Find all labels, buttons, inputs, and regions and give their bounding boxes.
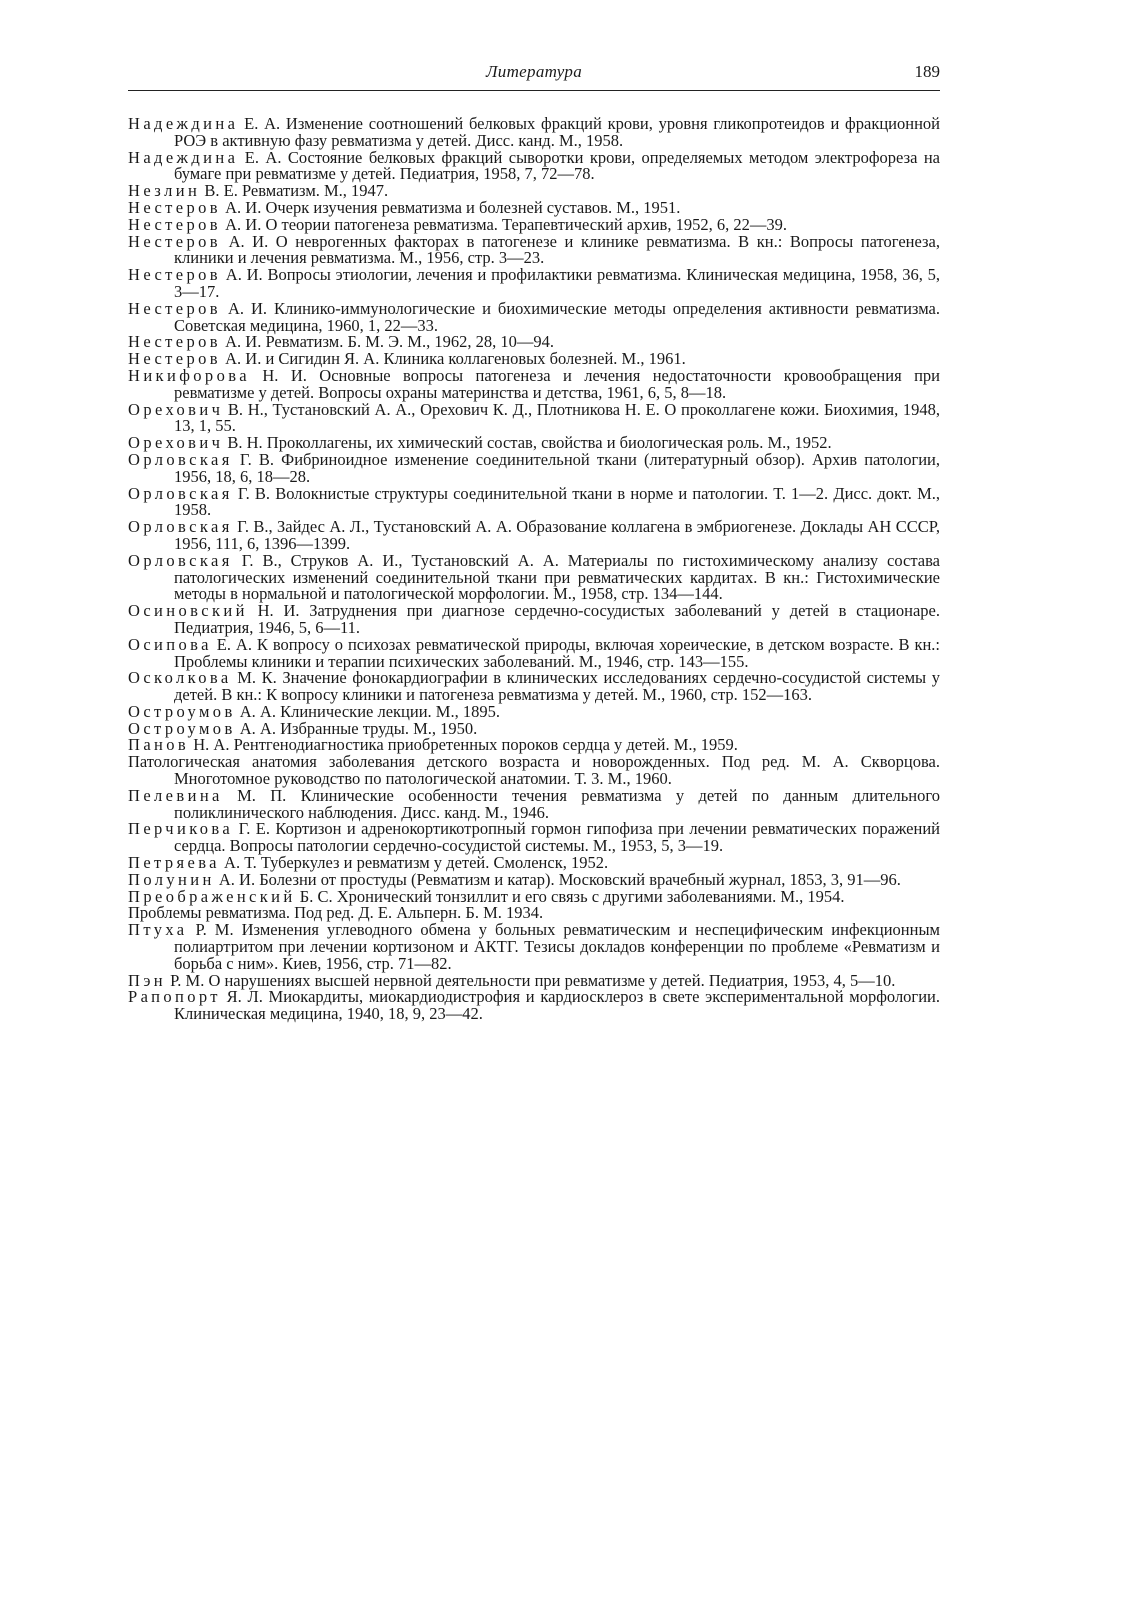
entry-author: Нестеров: [128, 349, 221, 369]
entry-author: Петряева: [128, 853, 220, 873]
entry-text: А. И. Вопросы этиологии, лечения и профилактики ревматизма. Клиническая медицина, 1958, 36, 5, 3—17.: [174, 265, 940, 301]
entry-text: Е. А. К вопросу о психозах ревматической природы, включая хореические, в детском возрасте. В кн.: Проблемы клиники и терапии психических заболеваний. М., 1946, стр. 143—155.: [174, 634, 940, 671]
entry-text: Проблемы ревматизма. Под ред. Д. Е. Альперн. Б. М. 1934.: [128, 903, 544, 923]
entry-author: Перчикова: [128, 819, 234, 839]
entry-text: А. Т. Туберкулез и ревматизм у детей. Смоленск, 1952.: [219, 853, 609, 873]
bibliography-entry: [128, 989, 940, 1023]
bibliography-entry: [128, 231, 940, 268]
bibliography-list: [128, 116, 940, 1023]
entry-author: Осколкова: [128, 668, 232, 688]
bibliography-entry: [128, 267, 940, 301]
entry-text: М. П. Клинические особенности течения ревматизма у детей по данным длительного поликлинического наблюдения. Дисс. канд. М., 1946.: [174, 785, 940, 822]
entry-author: Орловская: [128, 550, 233, 570]
entry-text: Р. М. Изменения углеводного обмена у больных ревматическим и неспецифическим инфекционным полиартритом при лечении кортизоном и АКТГ. Тезисы докладов конференции по проблеме «Ревматизм и борьба с ним». Киев, 1956, стр. 71—82.: [174, 920, 940, 973]
bibliography-entry: [128, 449, 940, 486]
bibliography-entry: [128, 821, 940, 855]
bibliography-entry: [128, 550, 940, 604]
entry-author: Орехович: [128, 433, 224, 453]
entry-author: Пэн: [128, 970, 167, 990]
entry-author: Птуха: [128, 920, 188, 940]
entry-author: Осипова: [128, 634, 212, 654]
entry-author: Орехович: [128, 399, 224, 419]
entry-author: Надеждина: [128, 114, 239, 133]
page-number: 189: [914, 62, 940, 81]
entry-author: Незлин: [128, 181, 201, 201]
bibliography-entry: [128, 603, 940, 637]
bibliography-entry: [128, 483, 940, 520]
entry-text: В. Н. Проколлагены, их химический состав, свойства и биологическая роль. М., 1952.: [223, 433, 832, 453]
entry-author: Нестеров: [128, 265, 221, 285]
entry-text: В. Н., Тустановский А. А., Орехович К. Д., Плотникова Н. Е. О проколлагене кожи. Биохимия, 1948, 13, 1, 55.: [174, 399, 940, 436]
entry-author: Осиновский: [128, 601, 248, 621]
entry-author: Рапопорт: [128, 987, 221, 1007]
entry-text: А. И. Ревматизм. Б. М. Э. М., 1962, 28, 10—94.: [221, 332, 554, 352]
bibliography-entry: [128, 399, 940, 436]
entry-text: Е. А. Изменение соотношений белковых фракций крови, уровня гликопротеидов и фракционной РОЭ в активную фазу ревматизма у детей. Дисс. канд. М., 1958.: [174, 114, 940, 150]
entry-text: В. Е. Ревматизм. М., 1947.: [200, 181, 389, 201]
bibliography-entry: [128, 634, 940, 671]
entry-text: М. К. Значение фонокардиографии в клинических исследованиях сердечно-сосудистой системы у детей. В кн.: К вопросу клиники и патогенеза ревматизма у детей. М., 1960, стр. 152—163.: [174, 668, 940, 705]
running-title: Литература: [485, 62, 582, 81]
entry-text: А. И. Клинико-иммунологические и биохимические методы определения активности ревматизма. Советская медицина, 1960, 1, 22—33.: [174, 298, 940, 335]
entry-text: Г. В., Струков А. И., Тустановский А. А. Материалы по гистохимическому анализу состава патологических изменений соединительной ткани при ревматических кардитах. В кн.: Гистохимические методы в нормальной и патологической морфологии. М., 1958, стр. 134—144.: [174, 550, 940, 604]
entry-text: А. И. О теории патогенеза ревматизма. Терапевтический архив, 1952, 6, 22—39.: [221, 214, 787, 234]
entry-author: Пелевина: [128, 785, 223, 805]
entry-text: А. И. Очерк изучения ревматизма и болезней суставов. М., 1951.: [221, 197, 681, 217]
entry-author: Полунин: [128, 869, 215, 889]
page-header: [128, 62, 940, 91]
entry-text: Я. Л. Миокардиты, миокардиодистрофия и кардиосклероз в свете экспериментальной морфологии. Клиническая медицина, 1940, 18, 9, 23—42.: [174, 987, 940, 1024]
entry-author: Остроумов: [128, 701, 236, 721]
bibliography-entry: [128, 365, 940, 402]
entry-text: А. А. Избранные труды. М., 1950.: [235, 718, 478, 738]
entry-author: Преображенский: [128, 886, 296, 906]
entry-text: А. И. и Сигидин Я. А. Клиника коллагеновых болезней. М., 1961.: [221, 349, 686, 369]
entry-author: Орловская: [128, 449, 233, 469]
entry-text: А. И. Болезни от простуды (Ревматизм и катар). Московский врачебный журнал, 1853, 3, 91—96.: [214, 869, 901, 889]
entry-author: Нестеров: [128, 332, 221, 352]
bibliography-entry: [128, 785, 940, 822]
entry-author: Орловская: [128, 483, 233, 503]
bibliography-entry: [128, 670, 940, 704]
entry-text: Н. А. Рентгенодиагностика приобретенных пороков сердца у детей. М., 1959.: [189, 735, 738, 755]
entry-author: Надеждина: [128, 147, 239, 167]
entry-text: А. И. О неврогенных факторах в патогенезе и клинике ревматизма. В кн.: Вопросы патогенеза, клиники и лечения ревматизма. М., 1956, стр. 3—23.: [174, 231, 940, 268]
entry-text: Патологическая анатомия заболевания детского возраста и новорожденных. Под ред. М. А. Скворцова. Многотомное руководство по патологической анатомии. Т. 3. М., 1960.: [128, 752, 940, 789]
bibliography-entry: [128, 116, 940, 150]
entry-author: Орловская: [128, 517, 233, 537]
entry-text: Р. М. О нарушениях высшей нервной деятельности при ревматизме у детей. Педиатрия, 1953, 4, 5—10.: [166, 970, 896, 990]
entry-author: Остроумов: [128, 718, 236, 738]
entry-text: Г. Е. Кортизон и адренокортикотропный гормон гипофиза при лечении ревматических поражений сердца. Вопросы патологии сердечно-сосудистой системы. М., 1953, 5, 3—19.: [174, 819, 940, 856]
entry-text: Е. А. Состояние белковых фракций сыворотки крови, определяемых методом электрофореза на бумаге при ревматизме у детей. Педиатрия, 1958, 7, 72—78.: [174, 147, 940, 184]
entry-author: Нестеров: [128, 214, 221, 234]
entry-text: Г. В., Зайдес А. Л., Тустановский А. А. Образование коллагена в эмбриогенезе. Доклады АН СССР, 1956, 111, 6, 1396—1399.: [174, 517, 940, 553]
entry-author: Никифорова: [128, 365, 250, 385]
entry-author: Нестеров: [128, 197, 221, 217]
bibliography-entry: [128, 147, 940, 184]
entry-text: Г. В. Фибриноидное изменение соединительной ткани (литературный обзор). Архив патологии, 1956, 18, 6, 18—28.: [174, 449, 940, 486]
entry-author: Панов: [128, 735, 190, 755]
entry-text: А. А. Клинические лекции. М., 1895.: [235, 701, 500, 721]
bibliography-entry: [128, 298, 940, 335]
entry-author: Нестеров: [128, 298, 221, 318]
entry-text: Н. И. Затруднения при диагнозе сердечно-сосудистых заболеваний у детей в стационаре. Педиатрия, 1946, 5, 6—11.: [174, 601, 940, 637]
bibliography-entry: [128, 754, 940, 788]
entry-text: Г. В. Волокнистые структуры соединительной ткани в норме и патологии. Т. 1—2. Дисс. докт. М., 1958.: [174, 483, 940, 520]
entry-text: Н. И. Основные вопросы патогенеза и лечения недостаточности кровообращения при ревматизме у детей. Вопросы охраны материнства и детства, 1961, 6, 5, 8—18.: [174, 365, 940, 402]
entry-text: Б. С. Хронический тонзиллит и его связь с другими заболеваниями. М., 1954.: [295, 886, 845, 906]
bibliography-entry: [128, 922, 940, 972]
bibliography-entry: [128, 519, 940, 553]
entry-author: Нестеров: [128, 231, 221, 251]
